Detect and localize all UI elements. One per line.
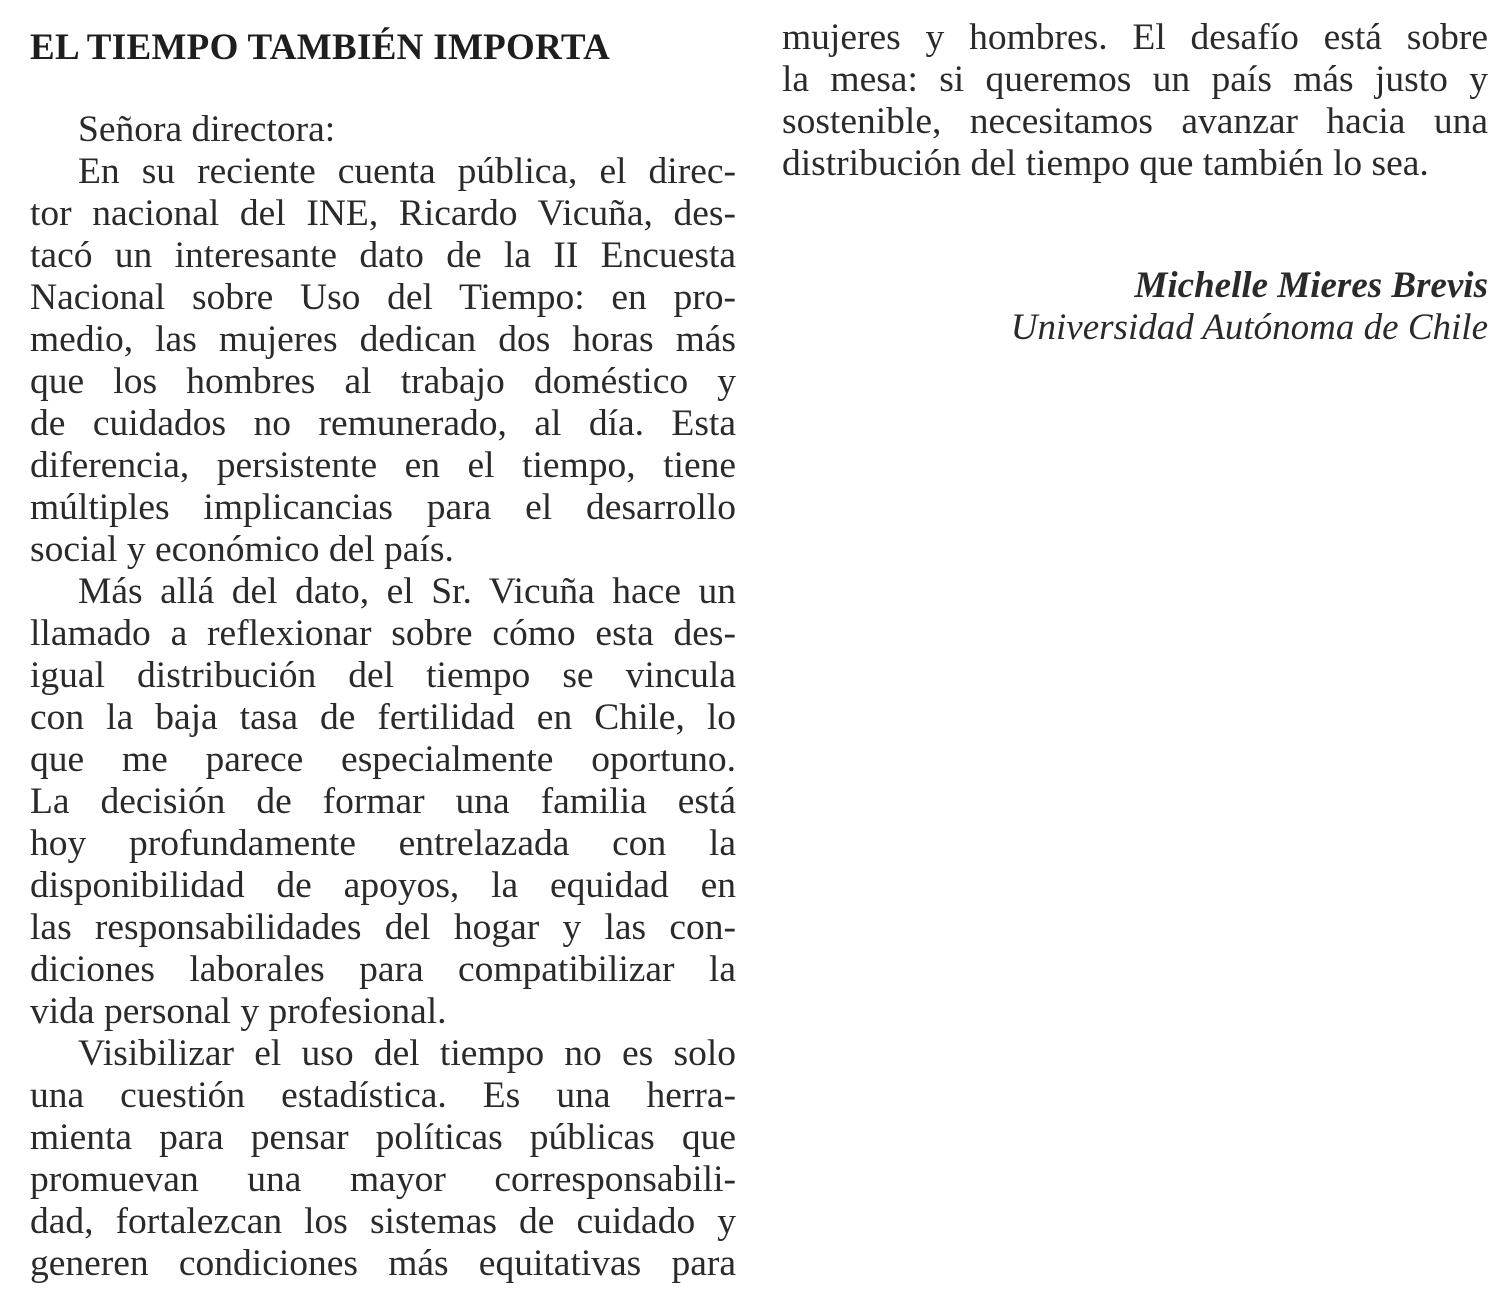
body-line: las responsabilidades del hogar y las con- [30, 907, 736, 948]
body-line: medio, las mujeres dedican dos horas más [30, 319, 736, 360]
signature-affiliation: Universidad Autónoma de Chile [1010, 307, 1488, 348]
body-line: mujeres y hombres. El desafío está sobre [782, 17, 1488, 58]
body-line: la mesa: si queremos un país más justo y [782, 59, 1488, 100]
body-line: sostenible, necesitamos avanzar hacia una [782, 101, 1488, 142]
body-line: tor nacional del INE, Ricardo Vicuña, des- [30, 193, 736, 234]
body-line: con la baja tasa de fertilidad en Chile, lo [30, 697, 736, 738]
body-line: igual distribución del tiempo se vincula [30, 655, 736, 696]
body-line: que me parece especialmente oportuno. [30, 739, 736, 780]
body-line: que los hombres al trabajo doméstico y [30, 361, 736, 402]
body-line: diferencia, persistente en el tiempo, tiene [30, 445, 736, 486]
body-line: disponibilidad de apoyos, la equidad en [30, 865, 736, 906]
body-line: una cuestión estadística. Es una herra- [30, 1075, 736, 1116]
body-line: Más allá del dato, el Sr. Vicuña hace un [78, 571, 736, 612]
signature-name: Michelle Mieres Brevis [1134, 265, 1488, 306]
body-line: La decisión de formar una familia está [30, 781, 736, 822]
body-line: generen condiciones más equitativas para [30, 1243, 736, 1284]
body-line: En su reciente cuenta pública, el direc- [78, 151, 736, 192]
body-line: distribución del tiempo que también lo sea. [782, 143, 1429, 184]
body-line: mienta para pensar políticas públicas que [30, 1117, 736, 1158]
salutation: Señora directora: [78, 109, 336, 150]
body-line: diciones laborales para compatibilizar la [30, 949, 736, 990]
body-line: Nacional sobre Uso del Tiempo: en pro- [30, 277, 736, 318]
body-line: dad, fortalezcan los sistemas de cuidado y [30, 1201, 736, 1242]
body-line: vida personal y profesional. [30, 991, 447, 1032]
body-line: de cuidados no remunerado, al día. Esta [30, 403, 736, 444]
body-line: tacó un interesante dato de la II Encuesta [30, 235, 736, 276]
body-line: llamado a reflexionar sobre cómo esta des- [30, 613, 736, 654]
letter-headline: EL TIEMPO TAMBIÉN IMPORTA [30, 27, 611, 68]
body-line: promuevan una mayor corresponsabili- [30, 1159, 736, 1200]
body-line: múltiples implicancias para el desarrollo [30, 487, 736, 528]
body-line: hoy profundamente entrelazada con la [30, 823, 736, 864]
body-line: social y económico del país. [30, 529, 454, 570]
body-line: Visibilizar el uso del tiempo no es solo [78, 1033, 736, 1074]
